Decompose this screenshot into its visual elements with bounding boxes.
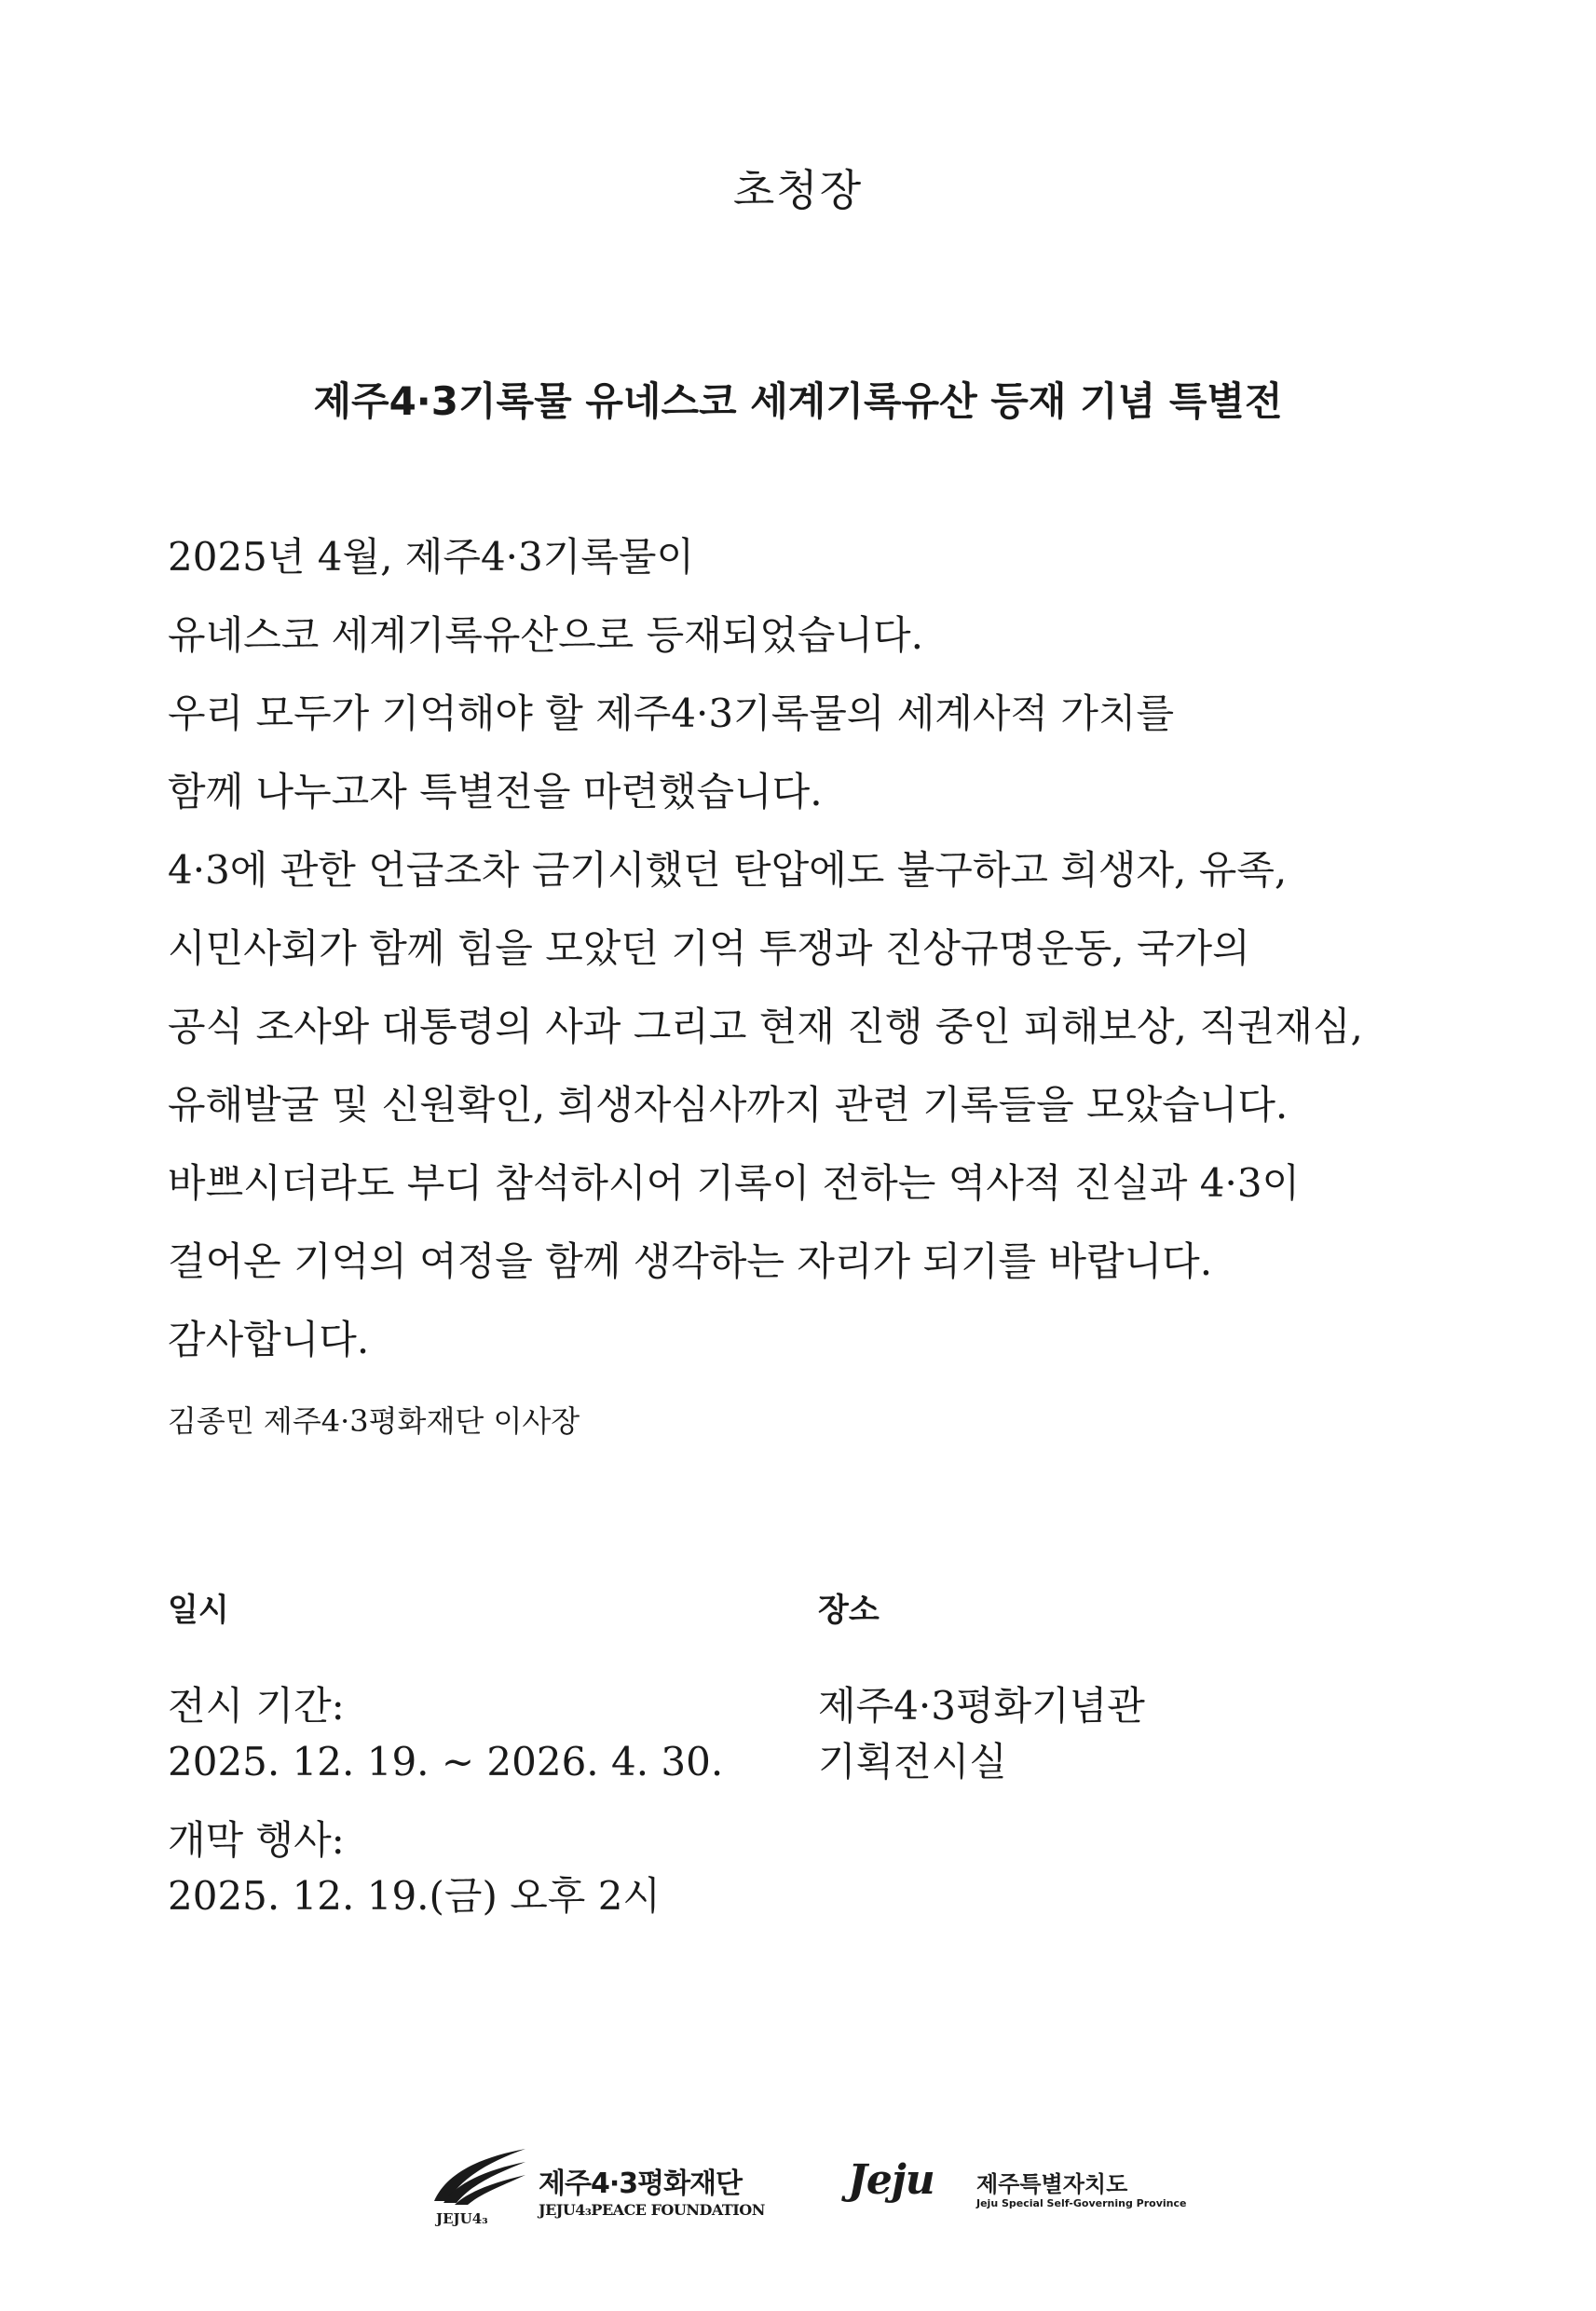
- opening-event-block: [168, 1812, 783, 1924]
- body-line: 감사합니다.: [168, 1317, 370, 1362]
- exhibition-period-value: 2025. 12. 19. ~ 2026. 4. 30.: [168, 1739, 724, 1785]
- invitation-heading: 초청장: [732, 165, 864, 215]
- schedule-label: 일시: [168, 1592, 229, 1629]
- venue-block: [818, 1678, 1433, 1790]
- venue-label: 장소: [818, 1592, 880, 1629]
- invitation-body: [168, 518, 1472, 1379]
- body-line: 유네스코 세계기록유산으로 등재되었습니다.: [168, 612, 923, 658]
- body-line: 4·3에 관한 언급조차 금기시했던 탄압에도 불구하고 희생자, 유족,: [168, 847, 1288, 893]
- province-name-korean: 제주특별자치도: [976, 2171, 1128, 2197]
- exhibition-period-label: 전시 기간:: [168, 1683, 345, 1729]
- body-line: 공식 조사와 대통령의 사과 그리고 현재 진행 중인 피해보상, 직권재심,: [168, 1004, 1363, 1049]
- venue-room: 기획전시실: [818, 1739, 1007, 1785]
- foundation-name-korean: 제주4·3평화재단: [539, 2167, 743, 2200]
- body-line: 함께 나누고자 특별전을 마련했습니다.: [168, 769, 823, 814]
- exhibition-period-block: [168, 1678, 783, 1790]
- body-line: 2025년 4월, 제주4·3기록물이: [168, 534, 695, 580]
- venue-section: [818, 1584, 1433, 1812]
- body-line: 유해발굴 및 신원확인, 희생자심사까지 관련 기록들을 모았습니다.: [168, 1082, 1289, 1128]
- foundation-name-english: JEJU4₃PEACE FOUNDATION: [539, 2201, 765, 2219]
- province-name-english: Jeju Special Self-Governing Province: [976, 2197, 1187, 2209]
- exhibition-title: 제주4·3기록물 유네스코 세계기록유산 등재 기념 특별전: [313, 378, 1283, 424]
- body-line: 시민사회가 함께 힘을 모았던 기억 투쟁과 진상규명운동, 국가의: [168, 925, 1250, 971]
- body-line: 바쁘시더라도 부디 참석하시어 기록이 전하는 역사적 진실과 4·3이: [168, 1160, 1301, 1206]
- jeju-wordmark: Jeju: [848, 2156, 934, 2204]
- jeju43-peace-foundation-logo: [429, 2143, 801, 2236]
- foundation-mark-text: JEJU4₃: [436, 2210, 488, 2227]
- body-line: 우리 모두가 기억해야 할 제주4·3기록물의 세계사적 가치를: [168, 691, 1175, 736]
- jeju-province-logo: [848, 2143, 1187, 2236]
- opening-event-value: 2025. 12. 19.(금) 오후 2시: [168, 1873, 662, 1919]
- venue-name: 제주4·3평화기념관: [818, 1683, 1145, 1729]
- signature: 김종민 제주4·3평화재단 이사장: [168, 1403, 580, 1439]
- body-line: 걸어온 기억의 여정을 함께 생각하는 자리가 되기를 바랍니다.: [168, 1238, 1213, 1284]
- opening-event-label: 개막 행사:: [168, 1817, 345, 1863]
- schedule-section: [168, 1584, 783, 1947]
- sponsor-logos: [429, 2143, 1187, 2236]
- foundation-wave-icon: [429, 2143, 531, 2218]
